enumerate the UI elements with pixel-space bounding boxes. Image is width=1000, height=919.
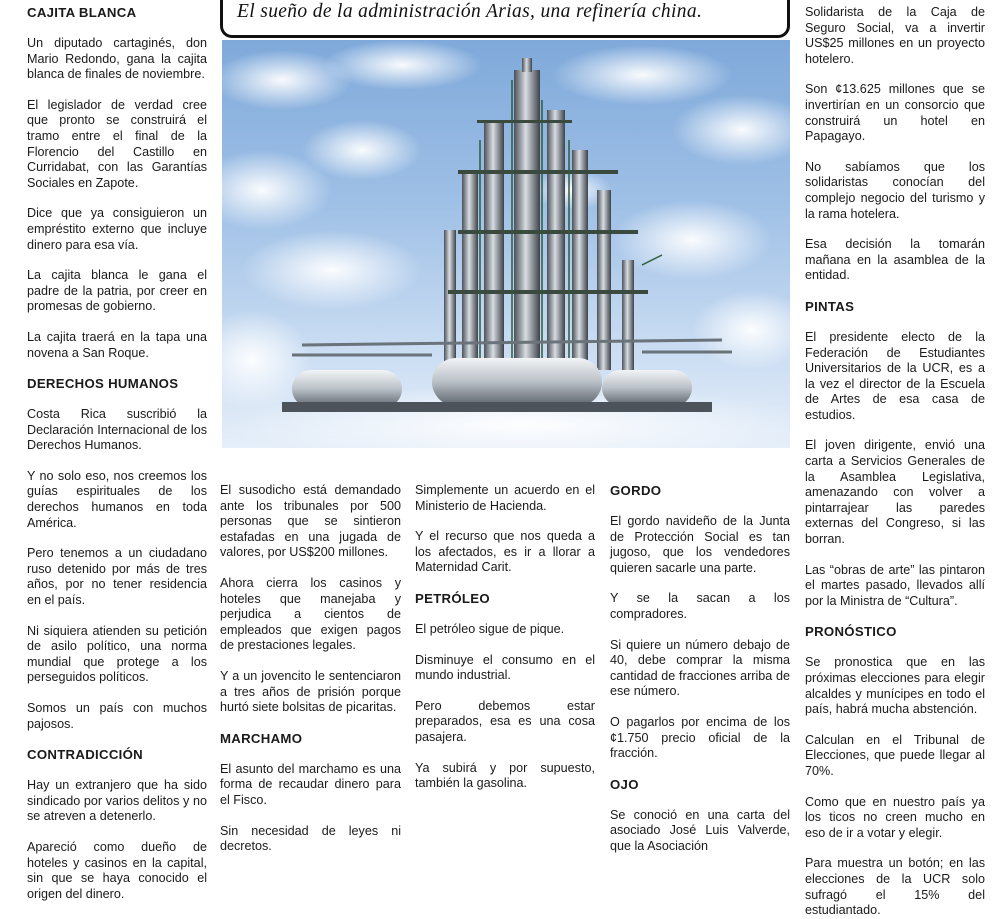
paragraph: Calculan en el Tribunal de Elecciones, que puede llegar al 70%. [805,732,985,778]
paragraph: Solidarista de la Caja de Seguro Social, va a invertir US$25 millones en un proyecto hotelero. [805,5,985,66]
paragraph: Si quiere un número debajo de 40, debe comprar la misma cantidad de fracciones arriba de ese número. [610,637,790,699]
paragraph: Pero tenemos a un ciudadano ruso detenido por más de tres años, por no tener residencia en el país. [27,546,207,608]
paragraph: Como que en nuestro país ya los ticos no creen mucho en eso de ir a votar y elegir. [805,794,985,840]
refinery-photo [222,40,790,448]
paragraph: Hay un extranjero que ha sido sindicado por varios delitos y no se atreven a detenerlo. [27,778,207,824]
paragraph: Pero debemos estar preparados, esa es una cosa pasajera. [415,698,595,744]
heading-marchamo: MARCHAMO [220,730,303,746]
paragraph: Las “obras de arte” las pintaron el martes pasado, llevados allí por la Ministra de “Cultura”. [805,562,985,608]
paragraph: El legislador de verdad cree que pronto se construirá el tramo entre el final de la Florencio del Castillo en Curridabat, con las Garantías Sociales en Zapote. [27,97,207,190]
paragraph: O pagarlos por encima de los ¢1.750 precio oficial de la fracción. [610,714,790,761]
heading-petroleo: PETRÓLEO [415,590,490,606]
heading-pronostico: PRONÓSTICO [805,624,897,640]
paragraph: La cajita blanca le gana el padre de la patria, por creer en promesas de gobierno. [27,268,207,314]
paragraph: El joven dirigente, envió una carta a Servicios Generales de la Asamblea Legislativa, amenazando con volver a pintarrajear las paredes externas del Congreso, si las borran. [805,438,985,547]
paragraph: Ahora cierra los casinos y hoteles que manejaba y perjudica a cientos de empleados que exigen pagos de prestaciones legales. [220,575,401,653]
column-3 [415,483,595,792]
heading-cajita-blanca: CAJITA BLANCA [27,5,137,20]
refinery-illustration [222,40,790,448]
paragraph: Ni siquiera atienden su petición de asilo político, una norma mundial que protege a los perseguidos políticos. [27,623,207,685]
paragraph: El gordo navideño de la Junta de Protección Social es tan jugoso, que los vendedores quieren sacarle una parte. [610,514,790,575]
paragraph: Y no solo eso, nos creemos los guías espirituales de los derechos humanos en toda América. [27,468,207,530]
paragraph: Se pronostica que en las próximas elecciones para elegir alcaldes y munícipes en todo el país, habrá mucha abstención. [805,655,985,717]
column-2 [220,483,401,855]
paragraph: Se conoció en una carta del asociado José Luis Valverde, que la Asociación [610,807,790,853]
paragraph: El asunto del marchamo es una forma de recaudar dinero para el Fisco. [220,761,401,807]
paragraph: Dice que ya consiguieron un empréstito externo que incluye dinero para esa vía. [27,206,207,252]
paragraph: Son ¢13.625 millones que se invertirían en un consorcio que construirá un hotel en Papagayo. [805,82,985,144]
heading-ojo: OJO [610,776,639,792]
paragraph: Somos un país con muchos pajosos. [27,701,207,731]
paragraph: El petróleo sigue de pique. [415,621,565,636]
paragraph: Apareció como dueño de hoteles y casinos en la capital, sin que se haya conocido el origen del dinero. [27,839,207,901]
heading-gordo: GORDO [610,483,662,498]
paragraph: Sin necesidad de leyes ni decretos. [220,823,401,854]
paragraph: La cajita traerá en la tapa una novena a San Roque. [27,329,207,360]
paragraph: Un diputado cartaginés, don Mario Redondo, gana la cajita blanca de finales de noviembre. [27,36,207,82]
heading-contradiccion: CONTRADICCIÓN [27,747,143,763]
paragraph: Y a un jovencito le sentenciaron a tres años de prisión porque hurtó siete bolsitas de picaritas. [220,668,401,715]
column-4 [610,483,790,855]
paragraph: Y el recurso que nos queda a los afectados, es ir a llorar a Maternidad Carit. [415,529,595,575]
paragraph: Simplemente un acuerdo en el Ministerio de Hacienda. [415,483,595,513]
paragraph: No sabíamos que los solidaristas conocían del complejo negocio del turismo y la rama hotelera. [805,159,985,221]
heading-pintas: PINTAS [805,298,855,314]
photo-caption-box [220,0,790,38]
paragraph: Para muestra un botón; en las elecciones de la UCR solo sufragó el 15% del estudiantado. [805,856,985,918]
photo-caption: El sueño de la administración Arias, una refinería china. [237,1,703,22]
paragraph: El presidente electo de la Federación de Estudiantes Universitarios de la UCR, es a la vez el director de la Escuela de Artes de esa casa de estudios. [805,329,985,422]
heading-derechos-humanos: DERECHOS HUMANOS [27,376,179,392]
paragraph: Disminuye el consumo en el mundo industrial. [415,652,595,683]
paragraph: Y se la sacan a los compradores. [610,591,790,621]
paragraph: Costa Rica suscribió la Declaración Internacional de los Derechos Humanos. [27,407,207,453]
column-1 [27,5,207,902]
column-5 [805,5,985,919]
paragraph: Esa decisión la tomarán mañana en la asamblea de la entidad. [805,237,985,283]
paragraph: El susodicho está demandado ante los tribunales por 500 personas que se sintieron estafadas en una jugada de valores, por US$200 millones. [220,483,401,560]
paragraph: Ya subirá y por supuesto, también la gasolina. [415,760,595,791]
